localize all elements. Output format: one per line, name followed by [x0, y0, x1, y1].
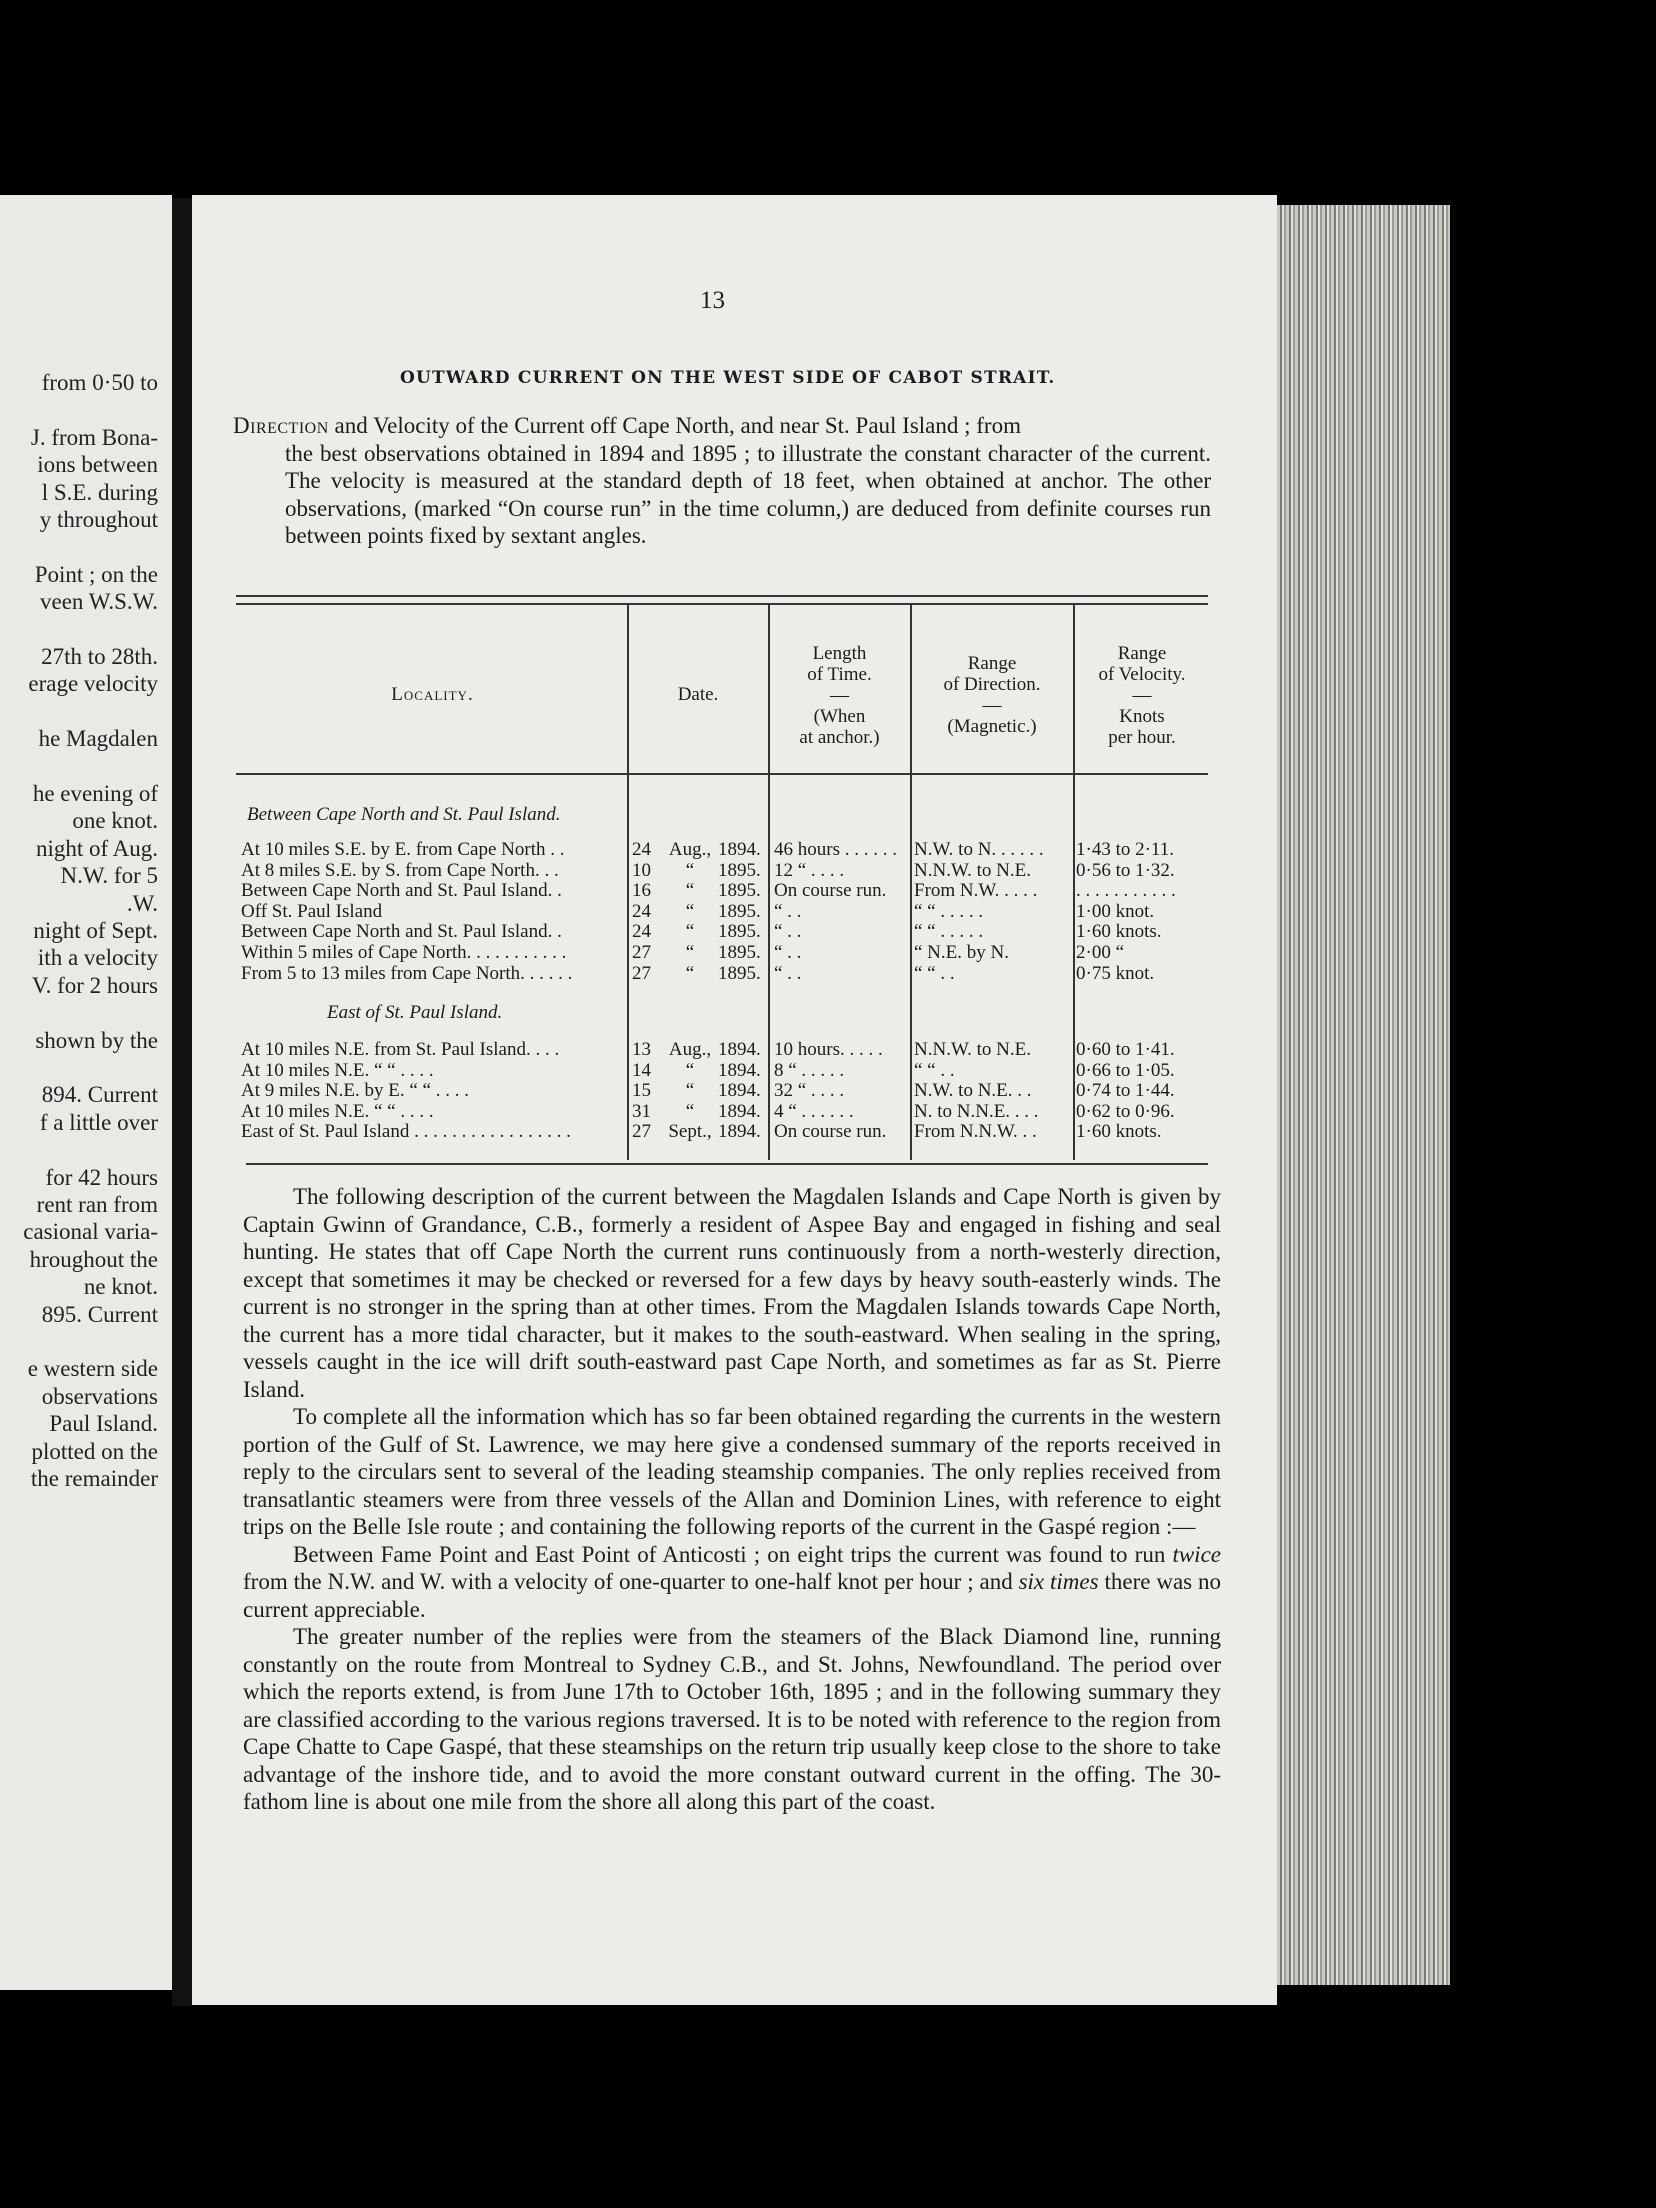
east-st-paul-row-day-cell: 15 — [632, 1081, 651, 1102]
east-st-paul-row-month-cell: Aug., — [668, 1040, 712, 1060]
cape-north-row-year-cell: 1895. — [718, 922, 761, 943]
east-st-paul-row-month-cell: Sept., — [668, 1122, 712, 1143]
cape-north-row-year-cell: 1895. — [718, 881, 761, 902]
table-bottom-rule — [246, 1163, 1208, 1165]
cape-north-row-locality-cell: Within 5 miles of Cape North. . . . . . . . . . . — [241, 943, 567, 963]
cape-north-row-year-cell: 1895. — [718, 963, 761, 984]
table-header-rule — [236, 773, 1208, 775]
left-page-line: for 42 hours — [45, 1164, 158, 1190]
east-st-paul-row-locality-cell: At 10 miles N.E. from St. Paul Island. . . . — [241, 1040, 560, 1060]
east-st-paul-row-time-cell: On course run. — [774, 1122, 887, 1143]
left-page-line: from 0·50 to — [41, 370, 158, 395]
east-st-paul-row-month-cell: “ — [685, 1101, 695, 1122]
table-top-rule-2 — [236, 603, 1208, 605]
column-divider-date — [627, 605, 629, 1160]
cape-north-row-time-cell: “ . . — [774, 922, 802, 943]
left-page-line: observations — [41, 1383, 158, 1409]
left-page-line: plotted on the — [31, 1438, 158, 1464]
cape-north-row-month-cell: “ — [685, 963, 695, 984]
left-page-line: he evening of — [32, 781, 158, 806]
column-divider-velocity — [1073, 605, 1075, 1160]
left-page-line: Paul Island. — [49, 1411, 158, 1437]
left-page-line: the remainder — [30, 1466, 158, 1491]
cape-north-row-time-cell: 46 hours . . . . . . — [774, 840, 897, 860]
left-page-line: rent ran from — [36, 1192, 158, 1217]
column-divider-time — [768, 605, 770, 1160]
left-page-line: ions between — [37, 452, 158, 478]
intro-continuation: the best observations obtained in 1894 and 1895 ; to illustrate the constant character of the current. The velocity is measured at the standard depth of 18 feet, when obtained at anchor. The other observations, (marked “On course run” in the time column,) are deduced from definite courses run between points fixed by sextant angles. — [285, 440, 1211, 548]
left-page-line: 895. Current — [41, 1301, 158, 1327]
cape-north-row-year-cell: 1894. — [718, 840, 761, 860]
cape-north-row-month-cell: “ — [685, 881, 695, 902]
east-st-paul-row-velocity-cell: 0·66 to 1·05. — [1076, 1060, 1175, 1081]
paragraph-gwinn: The following description of the current between the Magdalen Islands and Cape North is given by Captain Gwinn of Grandance, C.B., formerly a resident of Aspee Bay and engaged in fishing and seal hunting. He states that off Cape North the current runs continuously from a north-westerly direction, except that sometimes it may be checked or reversed for a few days by heavy south-easterly winds. The current is no stronger in the spring than at other times. From the Magdalen Islands towards Cape North, the current has a more tidal character, but it makes to the south-eastward. When sealing in the spring, vessels caught in the ice will drift south-eastward past Cape North, and sometimes as far as St. Pierre Island. — [243, 1184, 1221, 1402]
cape-north-row-direction-cell: “ N.E. by N. — [914, 943, 1009, 963]
east-st-paul-row-direction-cell: N.N.W. to N.E. — [914, 1040, 1031, 1060]
intro-paragraph — [233, 412, 1211, 550]
group-label-east-st-paul: East of St. Paul Island. — [327, 1002, 503, 1023]
body-text — [243, 1183, 1221, 1816]
left-page-line: N.W. for 5 — [60, 863, 158, 889]
east-st-paul-row-direction-cell: From N.N.W. . . — [914, 1122, 1037, 1143]
left-page-line: he Magdalen — [38, 726, 158, 752]
left-page-line: e western side — [27, 1356, 158, 1382]
east-st-paul-row-year-cell: 1894. — [718, 1040, 761, 1060]
cape-north-row-velocity-cell: 2·00 “ — [1076, 943, 1125, 963]
cape-north-row-locality-cell: Between Cape North and St. Paul Island. . — [241, 881, 562, 902]
cape-north-row-year-cell: 1895. — [718, 943, 761, 963]
left-page-line: V. for 2 hours — [31, 972, 158, 998]
cape-north-row-velocity-cell: 1·60 knots. — [1076, 922, 1162, 943]
table-top-rule — [236, 595, 1208, 597]
paragraph-summary: To complete all the information which has so far been obtained regarding the currents in the western portion of the Gulf of St. Lawrence, we may here give a condensed summary of the reports received in reply to the circulars sent to several of the leading steamship companies. The only replies received from transatlantic steamers were from three vessels of the Allan and Dominion Lines, with reference to eight trips on the Belle Isle route ; and containing the following reports of the current in the Gaspé region :— — [243, 1404, 1221, 1539]
east-st-paul-row-day-cell: 14 — [632, 1060, 651, 1081]
cape-north-row-day-cell: 24 — [632, 840, 651, 860]
header-direction: Range of Direction. — (Magnetic.) — [943, 653, 1041, 737]
cape-north-row-direction-cell: “ “ . . . . . — [914, 922, 984, 943]
cape-north-row-velocity-cell: . . . . . . . . . . . — [1076, 881, 1176, 902]
intro-lead: Direction — [233, 413, 329, 438]
paragraph-fame-point: Between Fame Point and East Point of Anticosti ; on eight trips the current was found to run twice from the N.W. and W. with a velocity of one-quarter to one-half knot per hour ; and six times there was no current appreciable. — [243, 1541, 1221, 1622]
cape-north-row-direction-cell: “ “ . . — [914, 963, 955, 984]
book-gutter — [172, 198, 192, 2006]
cape-north-row-day-cell: 27 — [632, 943, 651, 963]
east-st-paul-row-time-cell: 8 “ . . . . . — [774, 1060, 845, 1081]
left-page-line: 894. Current — [41, 1082, 158, 1108]
east-st-paul-row-time-cell: 4 “ . . . . . . — [774, 1101, 854, 1122]
intro-first-line: and Velocity of the Current off Cape North, and near St. Paul Island ; from — [328, 413, 1021, 438]
east-st-paul-row-year-cell: 1894. — [718, 1060, 761, 1081]
cape-north-row-direction-cell: From N.W. . . . . — [914, 881, 1038, 902]
page-edges — [1277, 205, 1450, 1985]
group-label-cape-north: Between Cape North and St. Paul Island. — [247, 804, 561, 825]
east-st-paul-row-day-cell: 13 — [632, 1040, 651, 1060]
cape-north-row-day-cell: 16 — [632, 881, 651, 902]
header-date: Date. — [677, 684, 719, 705]
left-page-line: erage velocity — [28, 671, 158, 697]
cape-north-row-time-cell: “ . . — [774, 963, 802, 984]
left-page-line: hroughout the — [29, 1246, 158, 1272]
left-page-line: .W. — [126, 890, 158, 916]
cape-north-row-locality-cell: At 10 miles S.E. by E. from Cape North . . — [241, 840, 565, 860]
east-st-paul-row-day-cell: 31 — [632, 1101, 651, 1122]
cape-north-row-day-cell: 24 — [632, 901, 651, 922]
header-time: Length of Time. — (When at anchor.) — [799, 643, 880, 748]
left-page-line: J. from Bona- — [30, 424, 158, 450]
column-divider-direction — [910, 605, 912, 1160]
cape-north-row-month-cell: “ — [685, 922, 695, 943]
east-st-paul-row-year-cell: 1894. — [718, 1101, 761, 1122]
east-st-paul-row-direction-cell: N.W. to N.E. . . — [914, 1081, 1032, 1102]
east-st-paul-row-velocity-cell: 1·60 knots. — [1076, 1122, 1162, 1143]
east-st-paul-row-velocity-cell: 0·60 to 1·41. — [1076, 1040, 1175, 1060]
left-page-line: veen W.S.W. — [40, 589, 158, 615]
left-page-line: Point ; on the — [34, 561, 158, 587]
paragraph-black-diamond: The greater number of the replies were from the steamers of the Black Diamond line, running constantly on the route from Montreal to Sydney C.B., and St. Johns, Newfoundland. The period over which the reports extend, is from June 17th to October 16th, 1895 ; and in the following summary they are classified according to the various regions traversed. It is to be noted with reference to the region from Cape Chatte to Cape Gaspé, that these steamships on the return trip usually keep close to the shore to take advantage of the inshore tide, and to avoid the more constant outward current in the offing. The 30-fathom line is about one mile from the shore all along this part of the coast. — [243, 1624, 1221, 1814]
cape-north-row-month-cell: “ — [685, 943, 695, 963]
east-st-paul-row-locality-cell: At 9 miles N.E. by E. “ “ . . . . — [241, 1081, 469, 1102]
east-st-paul-row-time-cell: 32 “ . . . . — [774, 1081, 845, 1102]
cape-north-row-time-cell: 12 “ . . . . — [774, 860, 845, 881]
left-page-line: night of Aug. — [35, 835, 158, 861]
cape-north-row-time-cell: On course run. — [774, 881, 887, 902]
left-page-line: 27th to 28th. — [41, 644, 158, 669]
east-st-paul-row-year-cell: 1894. — [718, 1081, 761, 1102]
cape-north-row-day-cell: 24 — [632, 922, 651, 943]
cape-north-row-locality-cell: From 5 to 13 miles from Cape North. . . . . . — [241, 963, 573, 984]
header-velocity: Range of Velocity. — Knots per hour. — [1098, 643, 1186, 748]
cape-north-row-locality-cell: Off St. Paul Island — [241, 901, 383, 922]
left-page-line: casional varia- — [23, 1219, 158, 1245]
cape-north-row-velocity-cell: 0·75 knot. — [1076, 963, 1155, 984]
east-st-paul-row-month-cell: “ — [685, 1060, 695, 1081]
east-st-paul-row-velocity-cell: 0·74 to 1·44. — [1076, 1081, 1175, 1102]
cape-north-row-velocity-cell: 0·56 to 1·32. — [1076, 860, 1175, 881]
cape-north-row-direction-cell: N.N.W. to N.E. — [914, 860, 1031, 881]
left-page-line: night of Sept. — [33, 918, 158, 943]
cape-north-row-month-cell: “ — [685, 860, 695, 881]
east-st-paul-row-month-cell: “ — [685, 1081, 695, 1102]
cape-north-row-direction-cell: “ “ . . . . . — [914, 901, 984, 922]
east-st-paul-row-locality-cell: East of St. Paul Island . . . . . . . . . . . . . . . . . — [241, 1122, 571, 1143]
cape-north-row-year-cell: 1895. — [718, 901, 761, 922]
east-st-paul-row-year-cell: 1894. — [718, 1122, 761, 1143]
header-locality: Locality. — [391, 684, 474, 705]
cape-north-row-locality-cell: Between Cape North and St. Paul Island. . — [241, 922, 562, 943]
section-heading: OUTWARD CURRENT ON THE WEST SIDE OF CABOT STRAIT. — [400, 368, 1056, 388]
east-st-paul-row-direction-cell: “ “ . . — [914, 1060, 955, 1081]
page-number: 13 — [700, 287, 725, 314]
east-st-paul-row-day-cell: 27 — [632, 1122, 651, 1143]
east-st-paul-row-direction-cell: N. to N.N.E. . . . — [914, 1101, 1039, 1122]
cape-north-row-month-cell: “ — [685, 901, 695, 922]
cape-north-row-direction-cell: N.W. to N. . . . . . — [914, 840, 1044, 860]
cape-north-row-velocity-cell: 1·00 knot. — [1076, 901, 1155, 922]
left-page-line: f a little over — [39, 1109, 158, 1135]
left-page-line: one knot. — [72, 808, 158, 834]
cape-north-row-time-cell: “ . . — [774, 943, 802, 963]
left-page-line: y throughout — [39, 507, 158, 532]
left-page-line: l S.E. during — [41, 479, 158, 505]
cape-north-row-day-cell: 27 — [632, 963, 651, 984]
east-st-paul-row-time-cell: 10 hours. . . . . — [774, 1040, 883, 1060]
left-page-line: shown by the — [35, 1027, 158, 1053]
left-page-line: ith a velocity — [37, 945, 158, 971]
east-st-paul-row-locality-cell: At 10 miles N.E. “ “ . . . . — [241, 1060, 434, 1081]
left-page-line: ne knot. — [83, 1274, 158, 1300]
cape-north-row-year-cell: 1895. — [718, 860, 761, 881]
cape-north-row-velocity-cell: 1·43 to 2·11. — [1076, 840, 1174, 860]
cape-north-row-locality-cell: At 8 miles S.E. by S. from Cape North. . . — [241, 860, 559, 881]
east-st-paul-row-locality-cell: At 10 miles N.E. “ “ . . . . — [241, 1101, 434, 1122]
east-st-paul-row-velocity-cell: 0·62 to 0·96. — [1076, 1101, 1175, 1122]
cape-north-row-month-cell: Aug., — [668, 840, 712, 860]
cape-north-row-time-cell: “ . . — [774, 901, 802, 922]
cape-north-row-day-cell: 10 — [632, 860, 651, 881]
left-facing-page — [0, 195, 172, 1990]
